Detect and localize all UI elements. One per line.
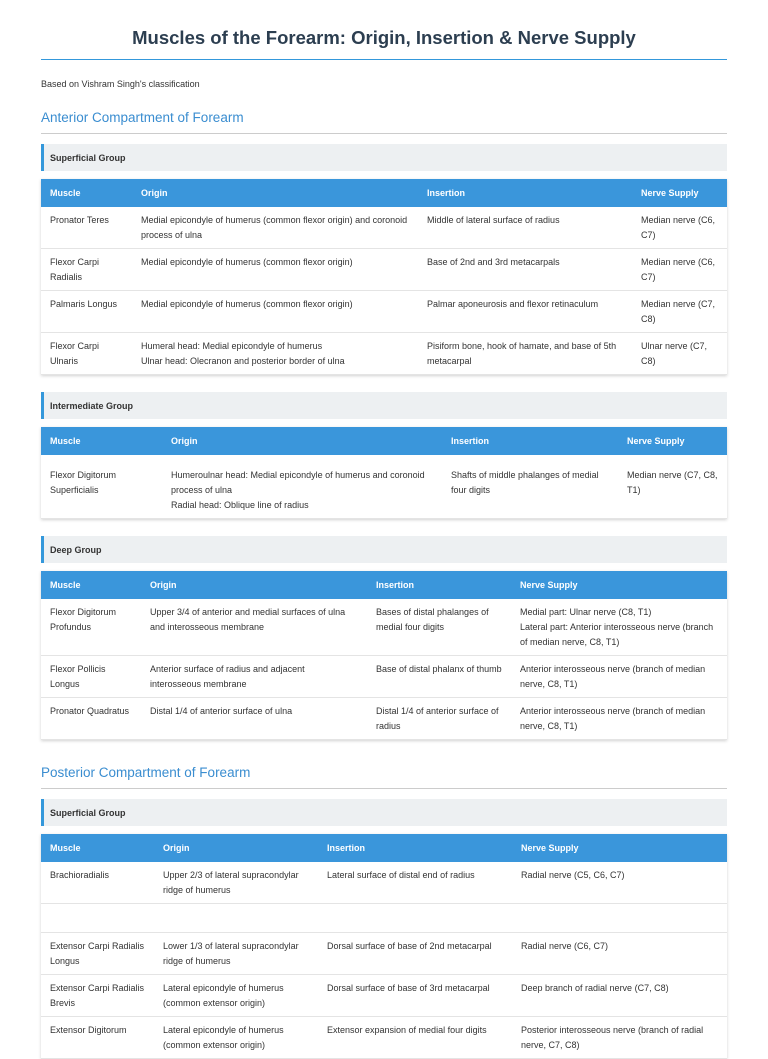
cell-insertion: Extensor expansion of medial four digits	[318, 1017, 512, 1059]
column-header-origin: Origin	[132, 179, 418, 207]
table-row	[41, 656, 727, 698]
cell-insertion: Dorsal surface of base of 2nd metacarpal	[318, 933, 512, 975]
cell-insertion: Pisiform bone, hook of hamate, and base of 5th metacarpal	[418, 333, 632, 375]
cell-muscle: Flexor Digitorum Superficialis	[41, 455, 162, 519]
column-header-insertion: Insertion	[418, 179, 632, 207]
page-subtitle: Based on Vishram Singh's classification	[41, 79, 200, 89]
cell-origin: Lateral epicondyle of humerus (common extensor origin)	[154, 975, 318, 1017]
table-row	[41, 249, 727, 291]
table-header-row	[41, 179, 727, 207]
table-header-row	[41, 571, 727, 599]
table-header-row	[41, 427, 727, 455]
cell-nerve-supply	[512, 904, 727, 933]
column-header-nerve-supply: Nerve Supply	[632, 179, 727, 207]
column-header-insertion: Insertion	[367, 571, 511, 599]
cell-muscle: Extensor Digitorum	[41, 1017, 154, 1059]
table-row	[41, 599, 727, 656]
table-row	[41, 698, 727, 740]
table-anterior-deep	[41, 571, 727, 740]
table-row	[41, 933, 727, 975]
cell-muscle: Flexor Digitorum Profundus	[41, 599, 141, 656]
table-row	[41, 904, 727, 933]
cell-origin: Upper 2/3 of lateral supracondylar ridge of humerus	[154, 862, 318, 904]
table-row	[41, 455, 727, 519]
cell-origin: Medial epicondyle of humerus (common flexor origin) and coronoid process of ulna	[132, 207, 418, 249]
group-header-posterior-superficial: Superficial Group	[41, 799, 727, 826]
cell-nerve-supply: Median nerve (C7, C8)	[632, 291, 727, 333]
cell-nerve-supply: Median nerve (C6, C7)	[632, 249, 727, 291]
page-title: Muscles of the Forearm: Origin, Insertion & Nerve Supply	[41, 0, 727, 60]
cell-origin: Distal 1/4 of anterior surface of ulna	[141, 698, 367, 740]
cell-insertion: Distal 1/4 of anterior surface of radius	[367, 698, 511, 740]
cell-origin: Anterior surface of radius and adjacent interosseous membrane	[141, 656, 367, 698]
cell-origin	[132, 333, 418, 375]
cell-nerve-supply: Anterior interosseous nerve (branch of median nerve, C8, T1)	[511, 656, 727, 698]
cell-muscle: Extensor Carpi Radialis Longus	[41, 933, 154, 975]
column-header-nerve-supply: Nerve Supply	[511, 571, 727, 599]
cell-insertion: Middle of lateral surface of radius	[418, 207, 632, 249]
cell-nerve-supply: Median nerve (C7, C8, T1)	[618, 455, 727, 519]
table-header-row	[41, 834, 727, 862]
cell-origin	[162, 455, 442, 519]
table-anterior-intermediate	[41, 427, 727, 519]
table-row	[41, 862, 727, 904]
cell-muscle: Extensor Carpi Radialis Brevis	[41, 975, 154, 1017]
column-header-nerve-supply: Nerve Supply	[512, 834, 727, 862]
cell-insertion	[318, 904, 512, 933]
column-header-muscle: Muscle	[41, 834, 154, 862]
nerve-line: Medial part: Ulnar nerve (C8, T1)	[520, 607, 652, 617]
cell-muscle: Pronator Quadratus	[41, 698, 141, 740]
origin-line: Humeroulnar head: Medial epicondyle of humerus and coronoid process of ulna	[171, 470, 425, 495]
cell-muscle: Palmaris Longus	[41, 291, 132, 333]
cell-nerve-supply: Radial nerve (C5, C6, C7)	[512, 862, 727, 904]
cell-muscle: Brachioradialis	[41, 862, 154, 904]
cell-nerve-supply	[511, 599, 727, 656]
cell-insertion: Base of 2nd and 3rd metacarpals	[418, 249, 632, 291]
cell-nerve-supply: Ulnar nerve (C7, C8)	[632, 333, 727, 375]
column-header-origin: Origin	[141, 571, 367, 599]
table-row	[41, 291, 727, 333]
cell-muscle: Flexor Carpi Radialis	[41, 249, 132, 291]
section-title-posterior: Posterior Compartment of Forearm	[41, 765, 727, 789]
column-header-insertion: Insertion	[442, 427, 618, 455]
cell-muscle: Pronator Teres	[41, 207, 132, 249]
column-header-nerve-supply: Nerve Supply	[618, 427, 727, 455]
cell-origin: Upper 3/4 of anterior and medial surfaces of ulna and interosseous membrane	[141, 599, 367, 656]
cell-muscle	[41, 904, 154, 933]
table-anterior-superficial	[41, 179, 727, 375]
cell-origin: Lower 1/3 of lateral supracondylar ridge of humerus	[154, 933, 318, 975]
column-header-muscle: Muscle	[41, 179, 132, 207]
cell-origin	[154, 904, 318, 933]
cell-origin: Medial epicondyle of humerus (common flexor origin)	[132, 291, 418, 333]
section-title-anterior: Anterior Compartment of Forearm	[41, 110, 727, 134]
cell-origin: Medial epicondyle of humerus (common flexor origin)	[132, 249, 418, 291]
table-row	[41, 207, 727, 249]
column-header-insertion: Insertion	[318, 834, 512, 862]
cell-nerve-supply: Median nerve (C6, C7)	[632, 207, 727, 249]
group-header-anterior-intermediate: Intermediate Group	[41, 392, 727, 419]
group-header-anterior-superficial: Superficial Group	[41, 144, 727, 171]
column-header-muscle: Muscle	[41, 427, 162, 455]
origin-line: Ulnar head: Olecranon and posterior border of ulna	[141, 356, 345, 366]
nerve-line: Lateral part: Anterior interosseous nerve (branch of median nerve, C8, T1)	[520, 622, 714, 647]
cell-origin: Lateral epicondyle of humerus (common extensor origin)	[154, 1017, 318, 1059]
document-page	[41, 0, 727, 1059]
table-posterior-superficial	[41, 834, 727, 1059]
table-row	[41, 333, 727, 375]
cell-insertion: Shafts of middle phalanges of medial four digits	[442, 455, 618, 519]
column-header-origin: Origin	[162, 427, 442, 455]
group-header-anterior-deep: Deep Group	[41, 536, 727, 563]
table-row	[41, 975, 727, 1017]
cell-insertion: Dorsal surface of base of 3rd metacarpal	[318, 975, 512, 1017]
column-header-muscle: Muscle	[41, 571, 141, 599]
origin-line: Radial head: Oblique line of radius	[171, 500, 309, 510]
cell-nerve-supply: Radial nerve (C6, C7)	[512, 933, 727, 975]
cell-muscle: Flexor Carpi Ulnaris	[41, 333, 132, 375]
cell-insertion: Palmar aponeurosis and flexor retinaculum	[418, 291, 632, 333]
cell-insertion: Lateral surface of distal end of radius	[318, 862, 512, 904]
column-header-origin: Origin	[154, 834, 318, 862]
cell-nerve-supply: Anterior interosseous nerve (branch of median nerve, C8, T1)	[511, 698, 727, 740]
cell-nerve-supply: Deep branch of radial nerve (C7, C8)	[512, 975, 727, 1017]
cell-nerve-supply: Posterior interosseous nerve (branch of radial nerve, C7, C8)	[512, 1017, 727, 1059]
origin-line: Humeral head: Medial epicondyle of humerus	[141, 341, 323, 351]
table-row	[41, 1017, 727, 1059]
cell-muscle: Flexor Pollicis Longus	[41, 656, 141, 698]
cell-insertion: Bases of distal phalanges of medial four digits	[367, 599, 511, 656]
cell-insertion: Base of distal phalanx of thumb	[367, 656, 511, 698]
